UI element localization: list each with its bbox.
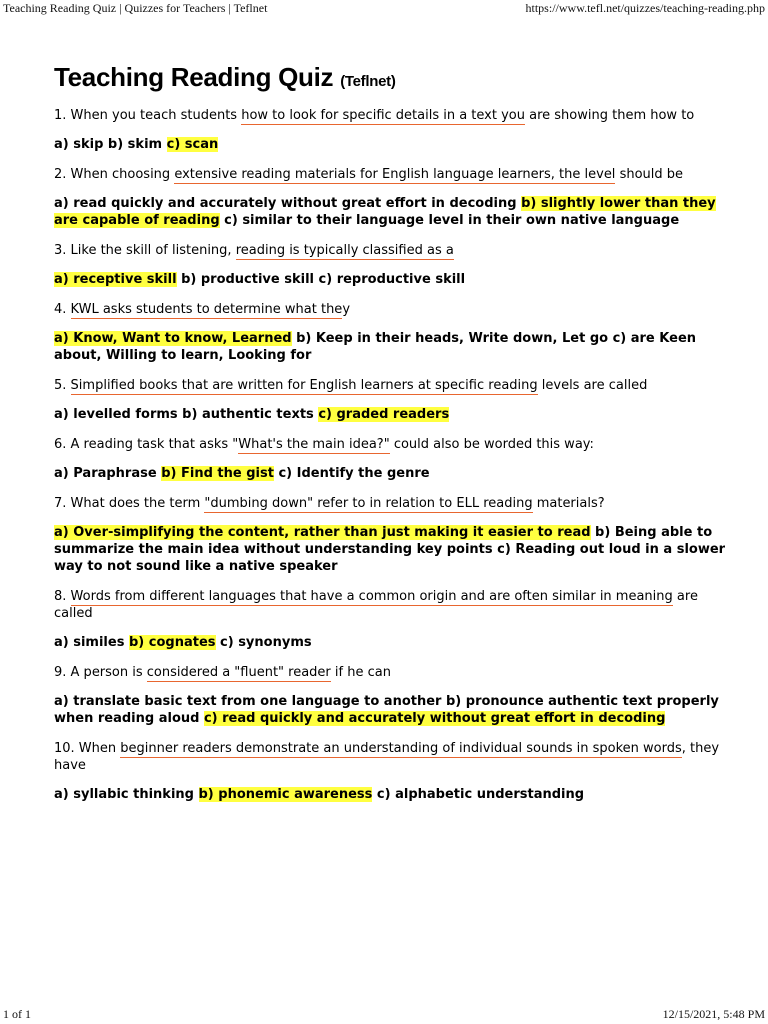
question-suffix: are called (54, 589, 698, 621)
answer-suffix: c) Identify the genre (273, 466, 430, 481)
answer-suffix: c) synonyms (215, 635, 312, 650)
question-text (54, 166, 734, 183)
question-suffix: materials? (532, 496, 605, 511)
question-text (54, 301, 734, 318)
answer-suffix: b) Being able to summarize the main idea without understanding key points c) Reading out loud in a slower way to not sound like a native speaker (54, 525, 726, 574)
answer-prefix: a) skip b) skim (54, 137, 167, 152)
correct-answer-highlight: c) read quickly and accurately without great effort in decoding (203, 711, 666, 726)
answer-options (54, 271, 734, 288)
print-footer-timestamp: 12/15/2021, 5:48 PM (662, 1007, 765, 1021)
question-underlined: beginner readers demonstrate an understanding of individual sounds in spoken words (120, 741, 682, 756)
question-underlined: Words from different languages that have a common origin and are often similar in meaning (70, 589, 673, 604)
question-underlined: What's the main idea?" (238, 437, 390, 452)
question-prefix: 3. Like the skill of listening, (54, 243, 236, 258)
answer-options (54, 524, 734, 575)
answer-suffix: c) similar to their language level in their own native language (219, 213, 680, 228)
question-suffix: are showing them how to (524, 108, 695, 123)
question-text (54, 242, 734, 259)
answer-suffix: b) Keep in their heads, Write down, Let go c) are Keen about, Willing to learn, Looking for (54, 331, 697, 363)
question-text (54, 588, 734, 622)
quiz-page (54, 62, 734, 816)
answer-options (54, 634, 734, 651)
page-title (54, 62, 734, 93)
question-underlined: "dumbing down" refer to in relation to ELL reading (204, 496, 533, 511)
answer-options (54, 406, 734, 423)
question-prefix: 7. What does the term (54, 496, 205, 511)
answer-options (54, 786, 734, 803)
answer-suffix: c) alphabetic understanding (372, 787, 585, 802)
question-underlined: reading is typically classified as a (235, 243, 454, 258)
answer-prefix: a) levelled forms b) authentic texts (54, 407, 319, 422)
correct-answer-highlight: b) cognates (128, 635, 216, 650)
correct-answer-highlight: c) graded readers (318, 407, 450, 422)
print-header-title: Teaching Reading Quiz | Quizzes for Teachers | Teflnet (3, 1, 268, 15)
print-header (0, 0, 768, 18)
answer-options (54, 330, 734, 364)
answer-prefix: a) Paraphrase (54, 466, 162, 481)
question-suffix: , they have (54, 741, 720, 773)
question-prefix: 4. (54, 302, 71, 317)
question-text (54, 740, 734, 774)
correct-answer-highlight: a) Know, Want to know, Learned (54, 331, 292, 346)
question-prefix: 1. When you teach students (54, 108, 242, 123)
question-prefix: 8. (54, 589, 71, 604)
page-title-source: (Teflnet) (340, 73, 396, 90)
question-suffix: if he can (330, 665, 391, 680)
question-prefix: 9. A person is (54, 665, 147, 680)
answer-prefix: a) similes (54, 635, 129, 650)
correct-answer-highlight: b) Find the gist (161, 466, 274, 481)
question-text (54, 377, 734, 394)
question-text (54, 436, 734, 453)
answer-prefix: a) syllabic thinking (54, 787, 199, 802)
question-text (54, 664, 734, 681)
question-underlined: how to look for specific details in a text you (241, 108, 525, 123)
question-text (54, 495, 734, 512)
question-prefix: 10. When (54, 741, 121, 756)
answer-options (54, 693, 734, 727)
question-suffix: should be (615, 167, 684, 182)
question-underlined: extensive reading materials for English language learners, the level (174, 167, 616, 182)
question-text (54, 107, 734, 124)
correct-answer-highlight: b) phonemic awareness (198, 787, 373, 802)
print-footer (0, 1006, 768, 1024)
correct-answer-highlight: b) slightly lower than they are capable of reading (54, 196, 716, 228)
answer-options (54, 465, 734, 482)
correct-answer-highlight: a) Over-simplifying the content, rather than just making it easier to read (54, 525, 591, 540)
question-suffix: levels are called (537, 378, 648, 393)
question-prefix: 2. When choosing (54, 167, 175, 182)
answer-suffix: b) productive skill c) reproductive skill (176, 272, 466, 287)
question-list (54, 107, 734, 803)
answer-options (54, 195, 734, 229)
correct-answer-highlight: a) receptive skill (54, 272, 177, 287)
print-header-url: https://www.tefl.net/quizzes/teaching-reading.php (525, 1, 765, 15)
correct-answer-highlight: c) scan (166, 137, 219, 152)
print-footer-page: 1 of 1 (3, 1007, 31, 1021)
question-underlined: Simplified books that are written for English learners at specific reading (70, 378, 538, 393)
question-suffix: y (342, 302, 351, 317)
answer-prefix: a) read quickly and accurately without great effort in decoding (54, 196, 522, 211)
question-underlined: considered a "fluent" reader (146, 665, 331, 680)
answer-options (54, 136, 734, 153)
question-underlined: KWL asks students to determine what the (70, 302, 343, 317)
question-suffix: could also be worded this way: (389, 437, 594, 452)
page-title-text: Teaching Reading Quiz (54, 62, 334, 92)
question-prefix: 5. (54, 378, 71, 393)
answer-prefix: a) translate basic text from one language to another b) pronounce authentic text properly when reading aloud (54, 694, 719, 726)
question-prefix: 6. A reading task that asks " (54, 437, 239, 452)
